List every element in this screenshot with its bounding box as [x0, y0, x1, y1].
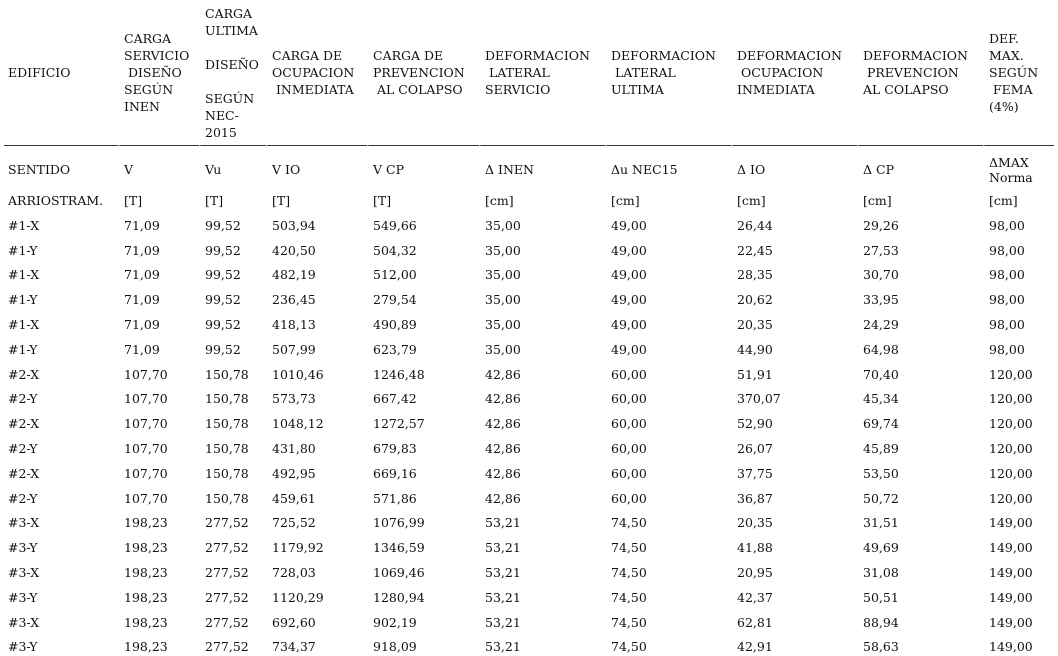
value-cell: 42,91: [731, 635, 857, 656]
unit-cell: [T]: [118, 188, 199, 213]
table-row: [4, 585, 1054, 610]
header-def-prevencion: DEFORMACION PREVENCION AL COLAPSO: [857, 0, 983, 146]
header-edificio: EDIFICIO: [4, 0, 118, 146]
value-cell: 74,50: [605, 535, 731, 560]
sentido-cell: Vu: [199, 151, 266, 188]
value-cell: 198,23: [118, 635, 199, 656]
value-cell: 1272,57: [367, 411, 479, 436]
value-cell: 35,00: [479, 238, 605, 263]
table-row: [4, 511, 1054, 536]
data-rows: [4, 213, 1054, 656]
header-carga-servicio: CARGA SERVICIO DISEÑO SEGÚN INEN: [118, 0, 199, 146]
value-cell: 571,86: [367, 486, 479, 511]
value-cell: 44,90: [731, 337, 857, 362]
value-cell: 679,83: [367, 436, 479, 461]
table-row: [4, 362, 1054, 387]
value-cell: 45,34: [857, 387, 983, 412]
value-cell: 53,21: [479, 585, 605, 610]
value-cell: 49,00: [605, 287, 731, 312]
value-cell: 71,09: [118, 263, 199, 288]
value-cell: 42,86: [479, 387, 605, 412]
value-cell: 35,00: [479, 337, 605, 362]
edificio-cell: #3-X: [8, 515, 40, 531]
edificio-cell: #3-Y: [8, 540, 38, 556]
value-cell: 734,37: [266, 635, 367, 656]
sentido-cell: SENTIDO: [8, 162, 71, 177]
value-cell: 107,70: [118, 436, 199, 461]
table-row: [4, 436, 1054, 461]
value-cell: 549,66: [367, 213, 479, 238]
table-row: [4, 387, 1054, 412]
value-cell: 60,00: [605, 436, 731, 461]
value-cell: 149,00: [983, 535, 1054, 560]
value-cell: 1346,59: [367, 535, 479, 560]
value-cell: 198,23: [118, 610, 199, 635]
value-cell: 198,23: [118, 535, 199, 560]
value-cell: 98,00: [983, 263, 1054, 288]
value-cell: 503,94: [266, 213, 367, 238]
value-cell: 53,21: [479, 610, 605, 635]
edificio-cell: #1-Y: [8, 341, 38, 357]
value-cell: 120,00: [983, 436, 1054, 461]
value-cell: 99,52: [199, 263, 266, 288]
sentido-cell: Δu NEC15: [605, 151, 731, 188]
value-cell: 99,52: [199, 337, 266, 362]
value-cell: 35,00: [479, 213, 605, 238]
value-cell: 20,62: [731, 287, 857, 312]
value-cell: 49,00: [605, 337, 731, 362]
value-cell: 98,00: [983, 213, 1054, 238]
value-cell: 623,79: [367, 337, 479, 362]
value-cell: 42,86: [479, 362, 605, 387]
edificio-cell: #2-Y: [8, 490, 38, 506]
value-cell: 902,19: [367, 610, 479, 635]
value-cell: 692,60: [266, 610, 367, 635]
value-cell: 69,74: [857, 411, 983, 436]
edificio-cell: #3-X: [8, 565, 40, 581]
value-cell: 53,21: [479, 511, 605, 536]
table-row: [4, 213, 1054, 238]
value-cell: 42,86: [479, 486, 605, 511]
value-cell: 52,90: [731, 411, 857, 436]
value-cell: 42,86: [479, 461, 605, 486]
table-row: [4, 610, 1054, 635]
value-cell: 431,80: [266, 436, 367, 461]
value-cell: 35,00: [479, 312, 605, 337]
value-cell: 53,50: [857, 461, 983, 486]
edificio-cell: #1-X: [8, 317, 40, 333]
value-cell: 50,72: [857, 486, 983, 511]
unit-cell: [T]: [199, 188, 266, 213]
value-cell: 31,51: [857, 511, 983, 536]
value-cell: 1010,46: [266, 362, 367, 387]
value-cell: 198,23: [118, 511, 199, 536]
edificio-cell: #1-Y: [8, 242, 38, 258]
value-cell: 20,35: [731, 511, 857, 536]
value-cell: 482,19: [266, 263, 367, 288]
unit-cell: [cm]: [479, 188, 605, 213]
value-cell: 62,81: [731, 610, 857, 635]
value-cell: 41,88: [731, 535, 857, 560]
value-cell: 120,00: [983, 411, 1054, 436]
unit-cell: [cm]: [731, 188, 857, 213]
value-cell: 71,09: [118, 287, 199, 312]
value-cell: 512,00: [367, 263, 479, 288]
value-cell: 277,52: [199, 585, 266, 610]
table-row: [4, 312, 1054, 337]
value-cell: 150,78: [199, 461, 266, 486]
value-cell: 150,78: [199, 486, 266, 511]
table-row: [4, 486, 1054, 511]
value-cell: 22,45: [731, 238, 857, 263]
value-cell: 277,52: [199, 535, 266, 560]
sentido-cell: Δ INEN: [479, 151, 605, 188]
value-cell: 490,89: [367, 312, 479, 337]
value-cell: 198,23: [118, 585, 199, 610]
value-cell: 60,00: [605, 486, 731, 511]
value-cell: 277,52: [199, 511, 266, 536]
table-row: [4, 411, 1054, 436]
value-cell: 277,52: [199, 635, 266, 656]
value-cell: 149,00: [983, 585, 1054, 610]
value-cell: 370,07: [731, 387, 857, 412]
value-cell: 37,75: [731, 461, 857, 486]
value-cell: 49,69: [857, 535, 983, 560]
value-cell: 150,78: [199, 362, 266, 387]
value-cell: 49,00: [605, 312, 731, 337]
edificio-cell: #2-X: [8, 416, 40, 432]
value-cell: 918,09: [367, 635, 479, 656]
unit-cell: [T]: [266, 188, 367, 213]
value-cell: 504,32: [367, 238, 479, 263]
value-cell: 1048,12: [266, 411, 367, 436]
edificio-cell: #2-Y: [8, 391, 38, 407]
value-cell: 35,00: [479, 263, 605, 288]
sentido-cell: Δ IO: [731, 151, 857, 188]
edificio-cell: #3-Y: [8, 639, 38, 655]
value-cell: 150,78: [199, 411, 266, 436]
value-cell: 99,52: [199, 287, 266, 312]
value-cell: 33,95: [857, 287, 983, 312]
value-cell: 29,26: [857, 213, 983, 238]
unit-cell: ARRIOSTRAM.: [8, 193, 104, 208]
value-cell: 74,50: [605, 585, 731, 610]
edificio-cell: #2-X: [8, 366, 40, 382]
value-cell: 28,35: [731, 263, 857, 288]
edificio-cell: #1-Y: [8, 292, 38, 308]
value-cell: 507,99: [266, 337, 367, 362]
header-carga-prevencion: CARGA DE PREVENCION AL COLAPSO: [367, 0, 479, 146]
value-cell: 71,09: [118, 312, 199, 337]
table-row: [4, 560, 1054, 585]
value-cell: 149,00: [983, 560, 1054, 585]
header-def-ocupacion: DEFORMACION OCUPACION INMEDIATA: [731, 0, 857, 146]
value-cell: 58,63: [857, 635, 983, 656]
value-cell: 107,70: [118, 461, 199, 486]
value-cell: 1076,99: [367, 511, 479, 536]
value-cell: 53,21: [479, 635, 605, 656]
value-cell: 120,00: [983, 486, 1054, 511]
value-cell: 725,52: [266, 511, 367, 536]
value-cell: 20,95: [731, 560, 857, 585]
value-cell: 99,52: [199, 238, 266, 263]
table-row: [4, 461, 1054, 486]
value-cell: 1280,94: [367, 585, 479, 610]
value-cell: 107,70: [118, 411, 199, 436]
value-cell: 53,21: [479, 560, 605, 585]
value-cell: 50,51: [857, 585, 983, 610]
value-cell: 120,00: [983, 387, 1054, 412]
value-cell: 107,70: [118, 486, 199, 511]
value-cell: 70,40: [857, 362, 983, 387]
results-table: [4, 0, 1054, 656]
value-cell: 42,86: [479, 436, 605, 461]
value-cell: 71,09: [118, 213, 199, 238]
value-cell: 277,52: [199, 610, 266, 635]
value-cell: 418,13: [266, 312, 367, 337]
value-cell: 30,70: [857, 263, 983, 288]
edificio-cell: #1-X: [8, 217, 40, 233]
sentido-cell: V IO: [266, 151, 367, 188]
value-cell: 60,00: [605, 461, 731, 486]
table-row: [4, 287, 1054, 312]
value-cell: 74,50: [605, 635, 731, 656]
unit-cell: [cm]: [983, 188, 1054, 213]
edificio-cell: #2-X: [8, 465, 40, 481]
value-cell: 277,52: [199, 560, 266, 585]
value-cell: 74,50: [605, 610, 731, 635]
value-cell: 26,44: [731, 213, 857, 238]
value-cell: 120,00: [983, 461, 1054, 486]
value-cell: 51,91: [731, 362, 857, 387]
sentido-cell: ΔMAX Norma: [983, 151, 1054, 188]
value-cell: 60,00: [605, 387, 731, 412]
value-cell: 98,00: [983, 238, 1054, 263]
unit-cell: [T]: [367, 188, 479, 213]
value-cell: 669,16: [367, 461, 479, 486]
header-row: [4, 0, 1054, 146]
value-cell: 49,00: [605, 263, 731, 288]
value-cell: 24,29: [857, 312, 983, 337]
value-cell: 420,50: [266, 238, 367, 263]
value-cell: 149,00: [983, 610, 1054, 635]
value-cell: 27,53: [857, 238, 983, 263]
value-cell: 1179,92: [266, 535, 367, 560]
table-row: [4, 238, 1054, 263]
value-cell: 60,00: [605, 362, 731, 387]
value-cell: 31,08: [857, 560, 983, 585]
value-cell: 236,45: [266, 287, 367, 312]
value-cell: 49,00: [605, 213, 731, 238]
value-cell: 1246,48: [367, 362, 479, 387]
table-row: [4, 337, 1054, 362]
value-cell: 42,86: [479, 411, 605, 436]
value-cell: 667,42: [367, 387, 479, 412]
value-cell: 53,21: [479, 535, 605, 560]
value-cell: 459,61: [266, 486, 367, 511]
value-cell: 99,52: [199, 312, 266, 337]
value-cell: 149,00: [983, 511, 1054, 536]
value-cell: 74,50: [605, 560, 731, 585]
value-cell: 98,00: [983, 287, 1054, 312]
edificio-cell: #3-X: [8, 614, 40, 630]
sentido-row: [4, 151, 1054, 188]
value-cell: 35,00: [479, 287, 605, 312]
value-cell: 1069,46: [367, 560, 479, 585]
value-cell: 279,54: [367, 287, 479, 312]
value-cell: 1120,29: [266, 585, 367, 610]
unit-cell: [cm]: [605, 188, 731, 213]
value-cell: 26,07: [731, 436, 857, 461]
value-cell: 99,52: [199, 213, 266, 238]
value-cell: 98,00: [983, 337, 1054, 362]
header-carga-ocupacion: CARGA DE OCUPACION INMEDIATA: [266, 0, 367, 146]
edificio-cell: #2-Y: [8, 441, 38, 457]
value-cell: 64,98: [857, 337, 983, 362]
value-cell: 60,00: [605, 411, 731, 436]
sentido-cell: V CP: [367, 151, 479, 188]
value-cell: 42,37: [731, 585, 857, 610]
value-cell: 149,00: [983, 635, 1054, 656]
value-cell: 573,73: [266, 387, 367, 412]
value-cell: 88,94: [857, 610, 983, 635]
header-def-max-fema: DEF. MAX. SEGÚN FEMA (4%): [983, 0, 1054, 146]
value-cell: 728,03: [266, 560, 367, 585]
edificio-cell: #3-Y: [8, 589, 38, 605]
value-cell: 120,00: [983, 362, 1054, 387]
table-row: [4, 535, 1054, 560]
value-cell: 49,00: [605, 238, 731, 263]
value-cell: 36,87: [731, 486, 857, 511]
value-cell: 107,70: [118, 387, 199, 412]
table-row: [4, 263, 1054, 288]
sentido-cell: V: [118, 151, 199, 188]
sentido-cell: Δ CP: [857, 151, 983, 188]
value-cell: 98,00: [983, 312, 1054, 337]
value-cell: 45,89: [857, 436, 983, 461]
unit-cell: [cm]: [857, 188, 983, 213]
value-cell: 492,95: [266, 461, 367, 486]
header-def-servicio: DEFORMACION LATERAL SERVICIO: [479, 0, 605, 146]
value-cell: 74,50: [605, 511, 731, 536]
value-cell: 71,09: [118, 238, 199, 263]
value-cell: 150,78: [199, 436, 266, 461]
edificio-cell: #1-X: [8, 267, 40, 283]
value-cell: 150,78: [199, 387, 266, 412]
units-row: [4, 188, 1054, 213]
value-cell: 20,35: [731, 312, 857, 337]
header-def-ultima: DEFORMACION LATERAL ULTIMA: [605, 0, 731, 146]
value-cell: 107,70: [118, 362, 199, 387]
table-row: [4, 635, 1054, 656]
value-cell: 198,23: [118, 560, 199, 585]
value-cell: 71,09: [118, 337, 199, 362]
header-carga-ultima: CARGA ULTIMA DISEÑO SEGÚN NEC- 2015: [199, 0, 266, 146]
